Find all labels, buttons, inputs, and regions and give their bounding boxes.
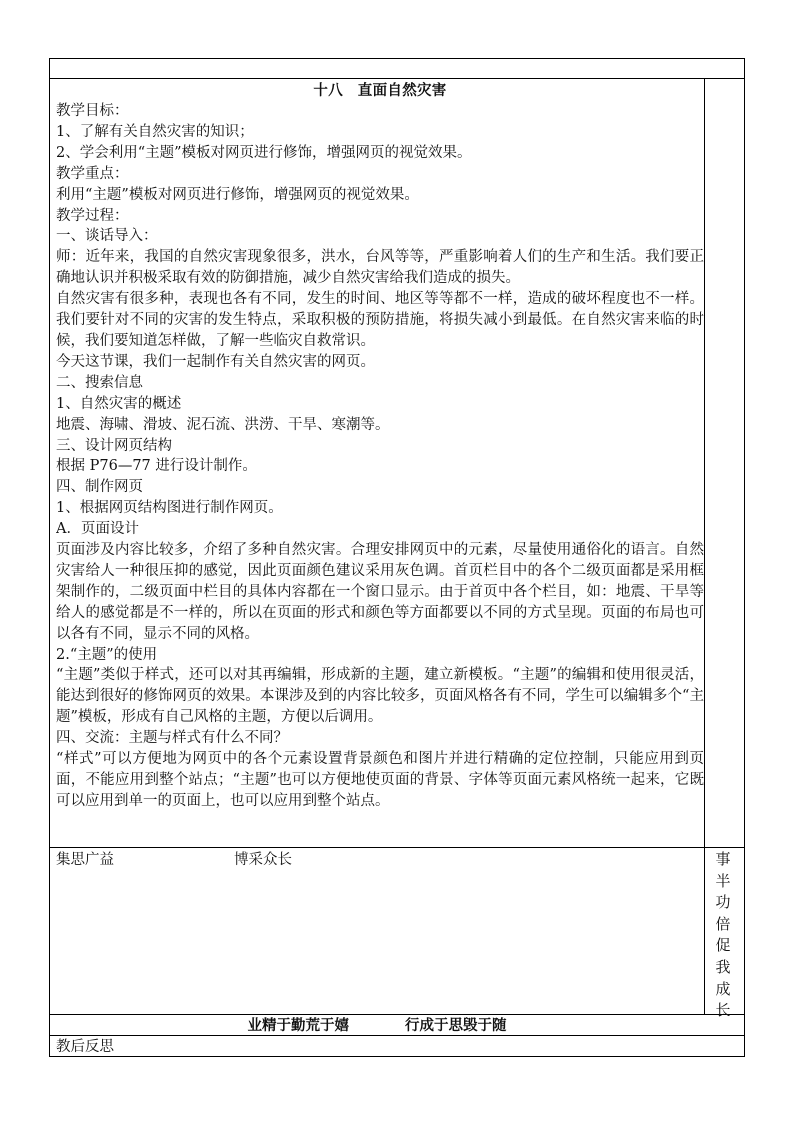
side-char: 成 (715, 979, 731, 998)
side-char: 长 (715, 1001, 731, 1020)
table-left-border (49, 58, 50, 1057)
header-row-divider (49, 78, 745, 79)
paragraph: 师：近年来，我国的自然灾害现象很多，洪水，台风等等，严重影响着人们的生产和生活。我们要正确地认识并积极采取有效的防御措施，减少自然灾害给我们造成的损失。 (56, 249, 704, 287)
lesson-title: 十八 直面自然灾害 (313, 82, 447, 99)
side-column-divider (704, 78, 705, 1015)
lesson-paragraphs (56, 101, 704, 812)
paragraph: 页面涉及内容比较多，介绍了多种自然灾害。合理安排网页中的元素，尽量使用通俗化的语言。自然灾害给人一种很压抑的感觉，因此页面颜色建议采用灰色调。首页栏目中的各个二级页面都是采用框架制作的，二级页面中栏目的具体内容都在一个窗口显示。由于首页中各个栏目，如：地震、干旱等给人的感觉都是不一样的，所以在页面的形式和颜色等方面都要以不同的方式呈现。页面的布局也可以各有不同，显示不同的风格。 (56, 542, 704, 642)
paragraph: 四、制作网页 (56, 479, 143, 496)
paragraph: 教学目标： (56, 103, 129, 119)
paragraph: 利用“主题”模板对网页进行修饰，增强网页的视觉效果。 (56, 186, 419, 203)
paragraph: 1、自然灾害的概述 (56, 395, 182, 412)
motto-top-divider (49, 1014, 745, 1015)
paragraph: “主题”类似于样式，还可以对其再编辑，形成新的主题，建立新模板。“主题”的编辑和使用很灵活，能达到很好的修饰网页的效果。本课涉及到的内容比较多，页面风格各有不同，学生可以编辑多个“主题”模板，形成有自己风格的主题，方便以后调用。 (56, 667, 704, 726)
table-right-border (744, 58, 745, 1057)
paragraph: “样式”可以方便地为网页中的各个元素设置背景颜色和图片并进行精确的定位控制，只能应用到页面，不能应用到整个站点；“主题”也可以方便地使页面的背景、字体等页面元素风格统一起来，它既可以应用到单一的页面上，也可以应用到整个站点。 (56, 751, 704, 809)
side-char: 功 (715, 893, 731, 912)
discussion-label-1: 集思广益 (56, 852, 114, 868)
content-divider (49, 847, 745, 848)
paragraph: A．页面设计 (56, 521, 139, 538)
paragraph: 地震、海啸、滑坡、泥石流、洪涝、干旱、寒潮等。 (56, 416, 390, 433)
side-char: 倍 (715, 914, 731, 933)
side-char: 事 (715, 850, 731, 868)
paragraph: 1、了解有关自然灾害的知识； (56, 123, 254, 140)
paragraph: 三、设计网页结构 (56, 437, 172, 454)
paragraph: 四、交流：主题与样式有什么不同？ (56, 730, 288, 747)
discussion-row (56, 850, 292, 870)
motto-right: 行成于思毁于随 (405, 1017, 507, 1034)
side-char: 半 (715, 871, 731, 890)
paragraph: 2.“主题”的使用 (56, 646, 158, 663)
lesson-content (56, 80, 704, 845)
side-char: 促 (715, 936, 731, 955)
paragraph: 二、搜索信息 (56, 374, 143, 391)
table-bottom-border (49, 1056, 745, 1057)
table-top-border (49, 58, 745, 59)
discussion-label-2: 博采众长 (234, 852, 292, 868)
reflection-label: 教后反思 (56, 1039, 114, 1055)
paragraph: 今天这节课，我们一起制作有关自然灾害的网页。 (56, 353, 375, 370)
side-vertical-slogan (708, 849, 738, 1022)
paragraph: 教学过程： (56, 207, 129, 224)
paragraph: 教学重点： (56, 165, 129, 182)
paragraph: 根据 P76—77 进行设计制作。 (56, 458, 257, 475)
paragraph: 自然灾害有很多种，表现也各有不同，发生的时间、地区等等都不一样，造成的破坏程度也不一样。我们要针对不同的灾害的发生特点，采取积极的预防措施，将损失减小到最低。在自然灾害来临的时候，我们要知道怎样做，了解一些临灾自救常识。 (56, 291, 704, 349)
paragraph: 2、学会利用“主题”模板对网页进行修饰，增强网页的视觉效果。 (56, 144, 472, 161)
motto-left: 业精于勤荒于嬉 (247, 1017, 349, 1034)
paragraph: 1、根据网页结构图进行制作网页。 (56, 500, 283, 517)
side-char: 我 (715, 957, 731, 976)
paragraph: 一、谈话导入： (56, 228, 158, 245)
motto-row (49, 1016, 705, 1036)
